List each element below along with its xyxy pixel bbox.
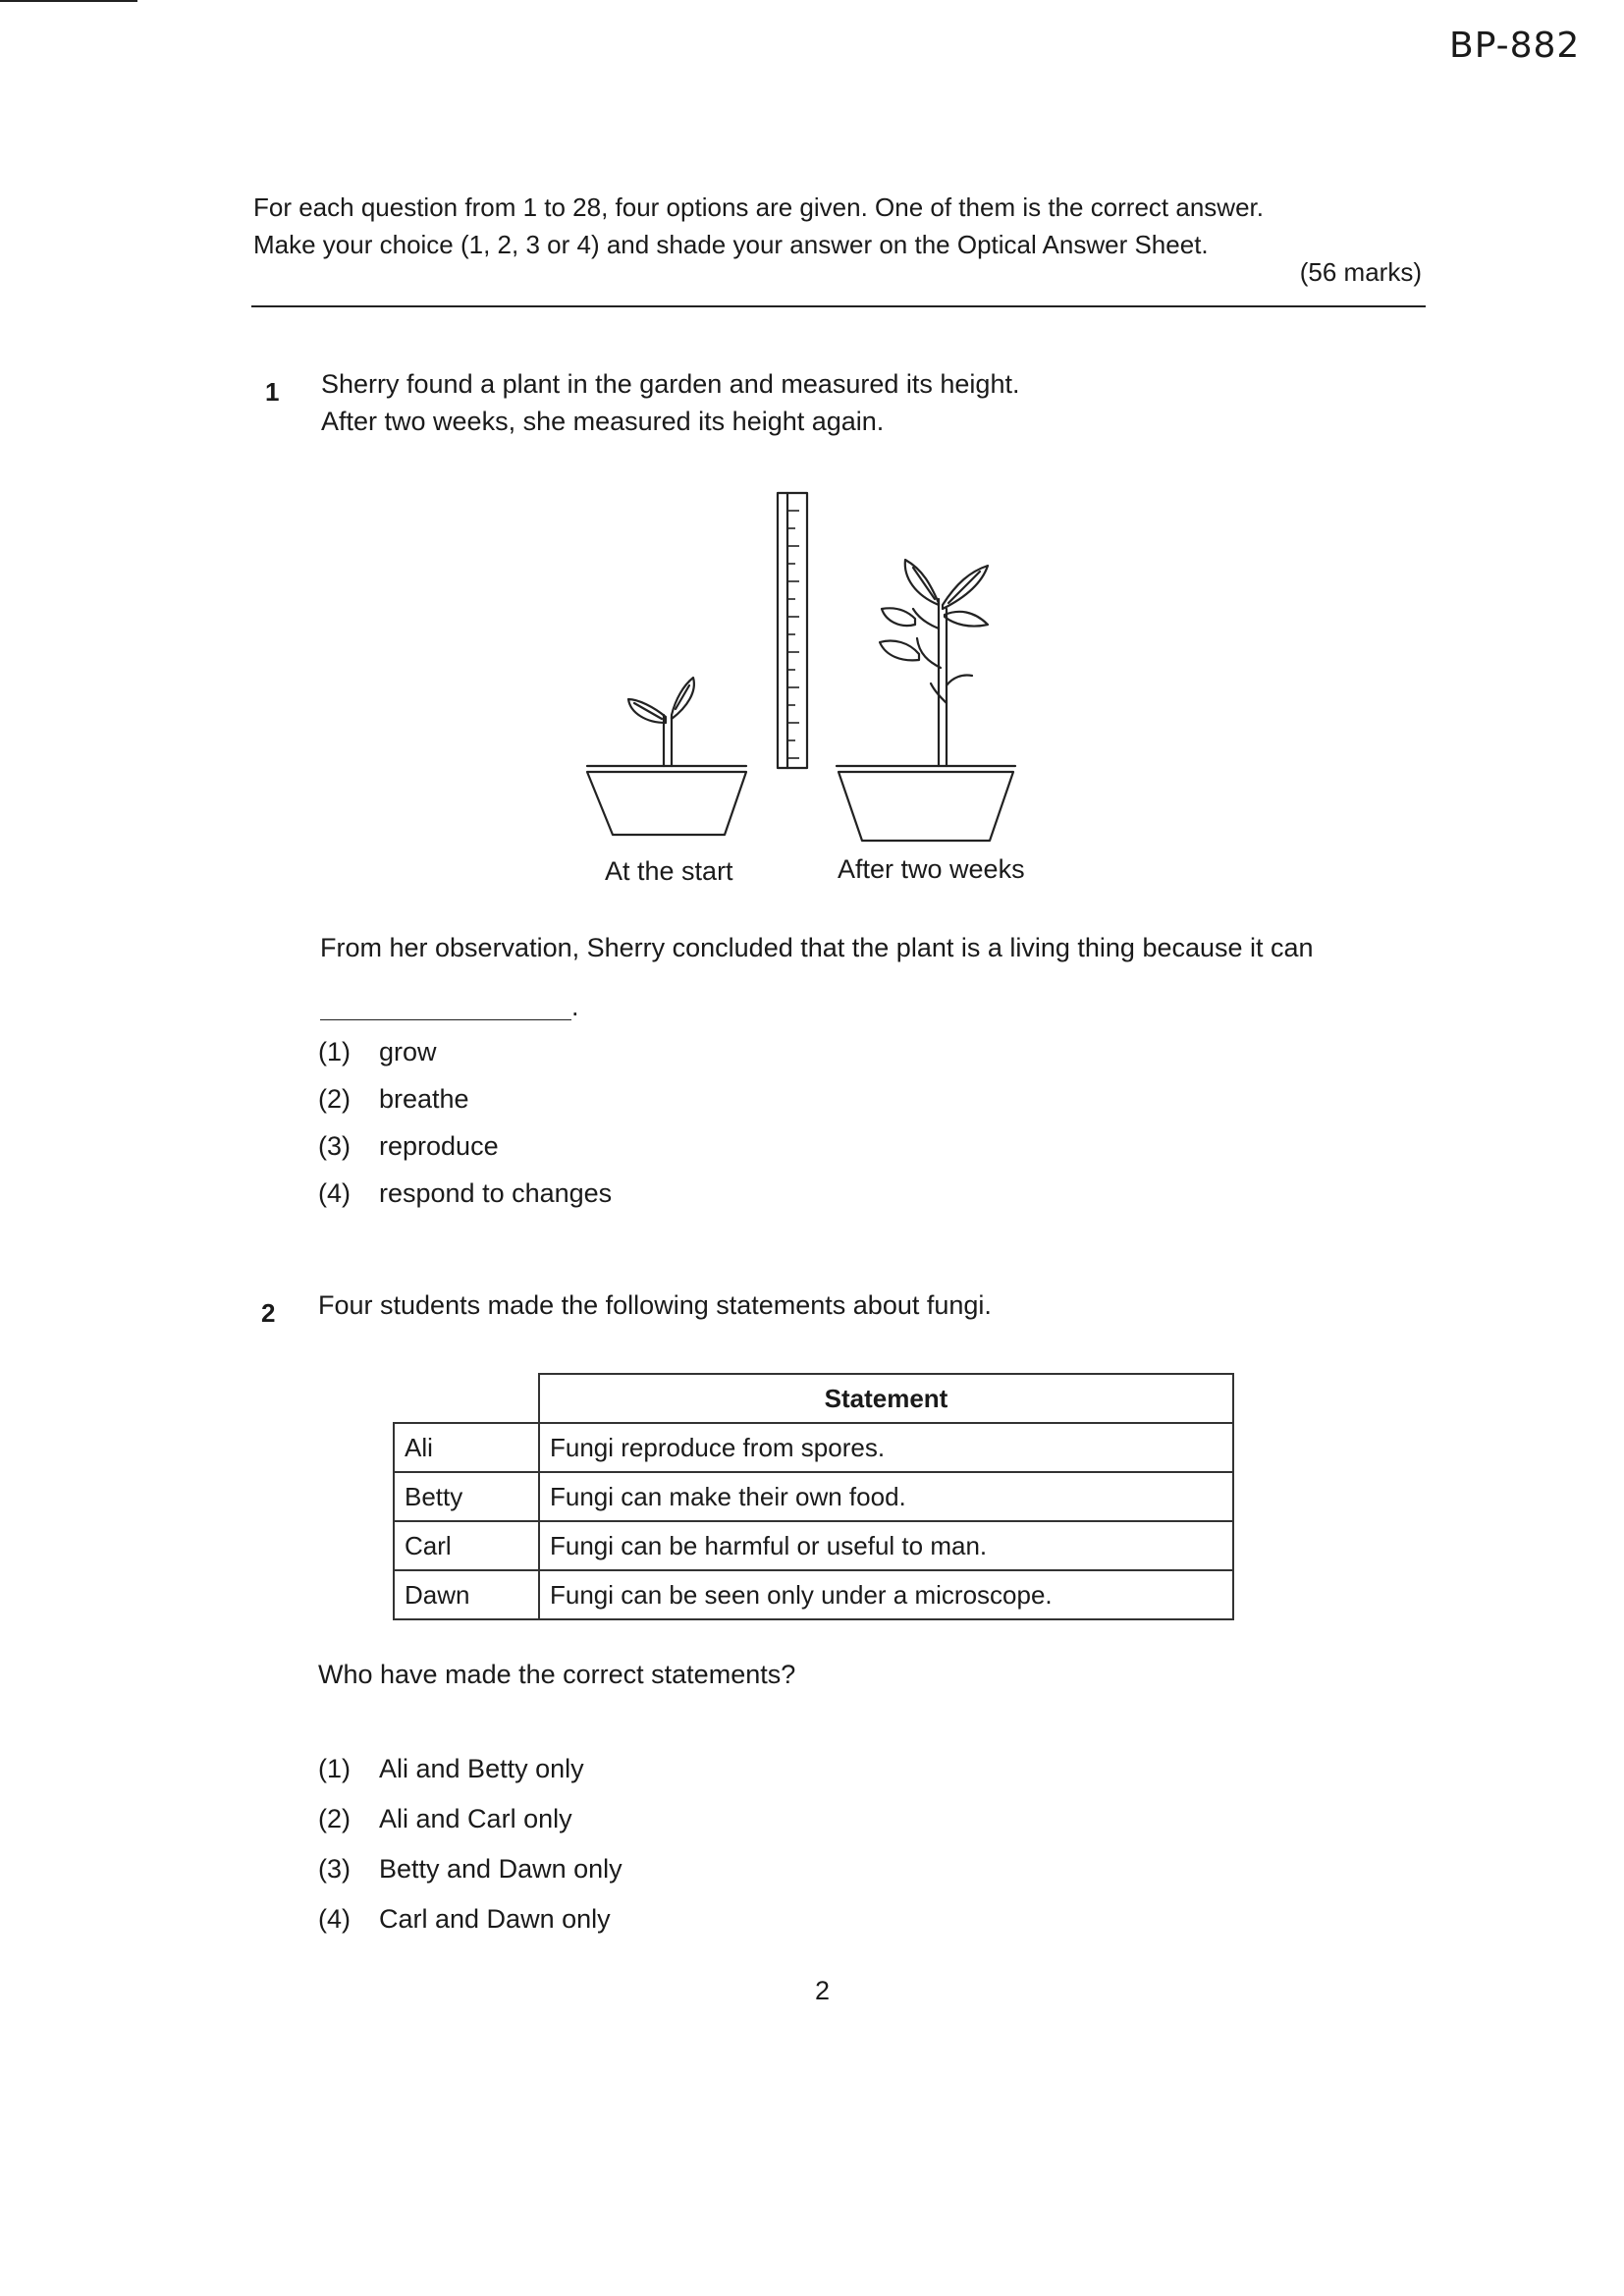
paper-code: BP-882	[1449, 26, 1581, 66]
caption-at-start: At the start	[605, 856, 733, 886]
option-number: (4)	[318, 1178, 351, 1208]
option-1	[318, 1754, 623, 1804]
page-number: 2	[815, 1976, 831, 2005]
instructions-line-1: For each question from 1 to 28, four options are given. One of them is the correct answer.	[253, 192, 1264, 222]
ruler	[778, 493, 807, 768]
caption-after-two-weeks: After two weeks	[838, 854, 1025, 884]
question-1-line-1: Sherry found a plant in the garden and measured its height.	[321, 369, 1020, 399]
table-header-statement: Statement	[539, 1374, 1233, 1423]
total-marks: (56 marks)	[1299, 257, 1422, 287]
option-4	[318, 1904, 623, 1954]
plant-growth-illustration	[569, 481, 1041, 845]
student-statement: Fungi can be harmful or useful to man.	[539, 1521, 1233, 1570]
option-number: (4)	[318, 1904, 351, 1934]
option-number: (2)	[318, 1804, 351, 1833]
option-text: Ali and Carl only	[379, 1804, 572, 1833]
option-text: reproduce	[379, 1131, 499, 1161]
option-text: breathe	[379, 1084, 469, 1114]
option-text: grow	[379, 1037, 437, 1066]
student-name: Carl	[394, 1521, 539, 1570]
question-2-stem: Four students made the following statements about fungi.	[318, 1290, 992, 1320]
table-row	[394, 1570, 1233, 1619]
option-1	[318, 1037, 612, 1084]
seedling-at-start	[628, 678, 694, 766]
pot-at-start	[587, 766, 746, 835]
student-statement: Fungi can be seen only under a microscope.	[539, 1570, 1233, 1619]
option-4	[318, 1178, 612, 1226]
student-statement: Fungi reproduce from spores.	[539, 1423, 1233, 1472]
option-number: (1)	[318, 1037, 351, 1066]
question-1-options	[318, 1037, 612, 1226]
plant-after-two-weeks	[880, 560, 988, 766]
question-1-line-2: After two weeks, she measured its height again.	[321, 407, 885, 436]
option-number: (1)	[318, 1754, 351, 1783]
table-header-row	[394, 1374, 1233, 1423]
table-row	[394, 1423, 1233, 1472]
question-1-number: 1	[265, 377, 280, 407]
question-1-stem	[321, 365, 1019, 440]
student-name: Dawn	[394, 1570, 539, 1619]
statements-table	[393, 1373, 1234, 1620]
option-text: respond to changes	[379, 1178, 613, 1208]
option-number: (3)	[318, 1131, 351, 1161]
option-number: (3)	[318, 1854, 351, 1884]
option-number: (2)	[318, 1084, 351, 1114]
top-edge-rule	[0, 0, 137, 2]
answer-blank-period: .	[571, 992, 579, 1021]
option-text: Ali and Betty only	[379, 1754, 584, 1783]
option-2	[318, 1084, 612, 1131]
instructions	[253, 189, 1422, 263]
student-statement: Fungi can make their own food.	[539, 1472, 1233, 1521]
ruler-markings	[787, 511, 799, 758]
student-name: Ali	[394, 1423, 539, 1472]
option-2	[318, 1804, 623, 1854]
option-3	[318, 1854, 623, 1904]
option-3	[318, 1131, 612, 1178]
student-name: Betty	[394, 1472, 539, 1521]
section-divider	[251, 305, 1426, 307]
question-1-conclusion: From her observation, Sherry concluded that the plant is a living thing because it can	[320, 933, 1314, 962]
option-text: Carl and Dawn only	[379, 1904, 611, 1934]
question-2-prompt: Who have made the correct statements?	[318, 1660, 796, 1689]
table-corner-cell	[394, 1374, 539, 1423]
instructions-line-2: Make your choice (1, 2, 3 or 4) and shade your answer on the Optical Answer Sheet.	[253, 230, 1209, 259]
table-row	[394, 1472, 1233, 1521]
table-row	[394, 1521, 1233, 1570]
question-2-options	[318, 1754, 623, 1954]
answer-blank	[320, 1019, 571, 1020]
option-text: Betty and Dawn only	[379, 1854, 623, 1884]
question-2-number: 2	[261, 1298, 276, 1328]
pot-after-two-weeks	[837, 766, 1015, 841]
